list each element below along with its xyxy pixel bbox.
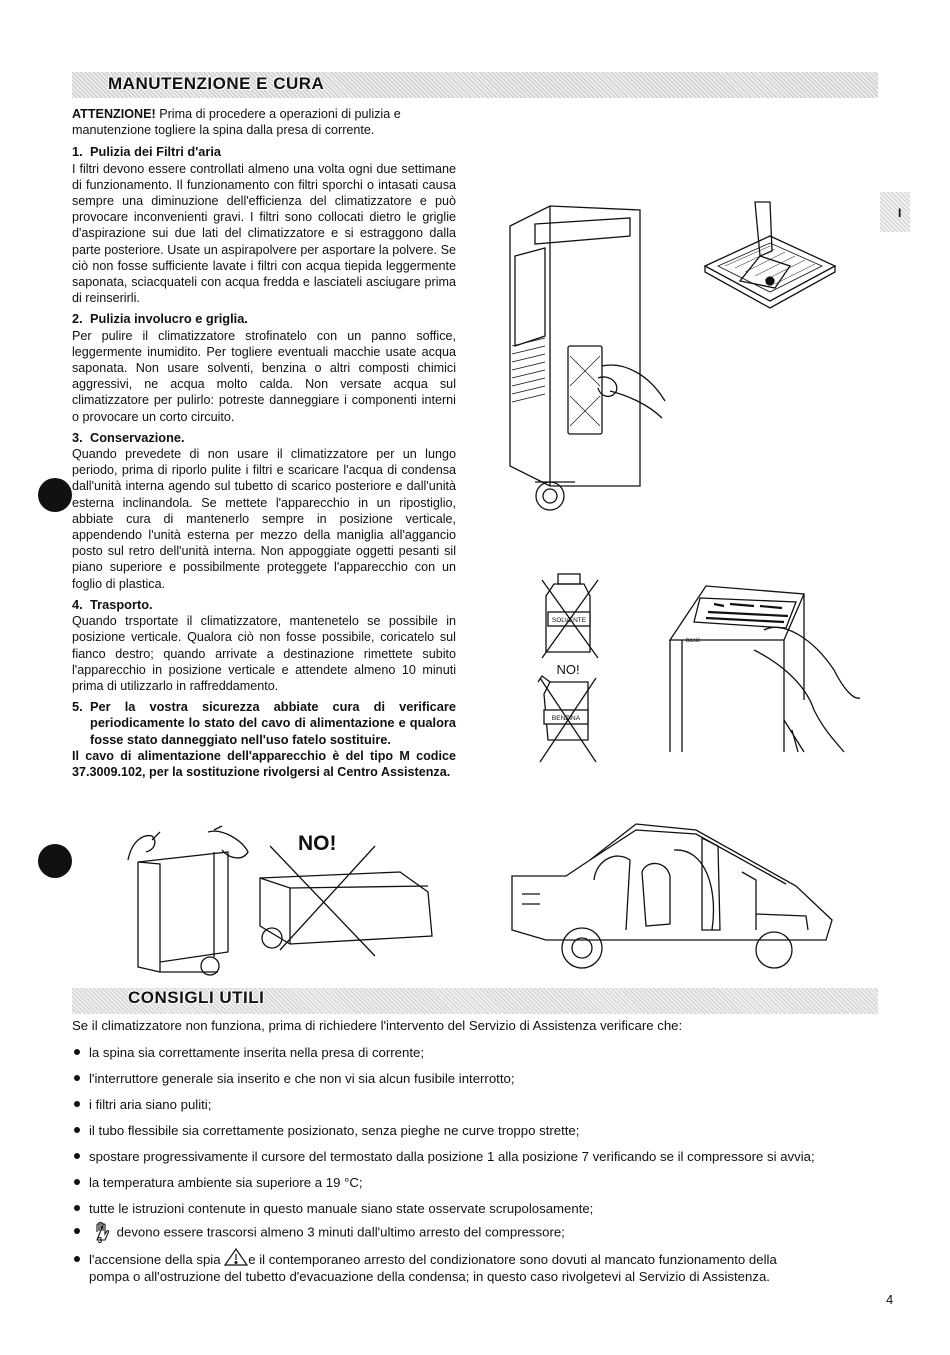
item-5-heading: 5. Per la vostra sicurezza abbiate cura di verificare periodicamente lo stato del cavo di alimentazione e qualora fosse stato danneggiato nell'uso fatelo sostituire. (72, 699, 456, 747)
item-2-heading: 2. Pulizia involucro e griglia. (72, 311, 248, 327)
language-side-tab (880, 192, 910, 232)
lying-unit-forbidden-illustration (250, 826, 450, 956)
item-3-heading: 3. Conservazione. (72, 429, 185, 445)
carry-unit-illustration (118, 822, 258, 982)
car-transport-illustration (506, 820, 836, 980)
vacuum-filter-illustration (700, 196, 840, 316)
page-number: 4 (886, 1292, 894, 1307)
item-2-body: Per pulire il climatizzatore strofinatelo con un panno soffice, leggermente inumidito. Per togliere eventuali macchie usate acqua saponata. Non usare solventi, benzina o altri composti chimici aggressivi, ne acqua molto calda. Non versate acqua sul climatizzatore per pulirlo: potreste danneggiare i componenti interni o provocare un corto circuito. (72, 328, 456, 424)
side-tab-label: I (898, 206, 902, 220)
binder-hole-bottom (38, 844, 72, 878)
tip-item: la spina sia correttamente inserita nella presa di corrente; (74, 1044, 874, 1061)
hand-timer-icon (93, 1222, 111, 1244)
benzina-can-label: BENZINA (551, 715, 581, 722)
no-solvent-warning: NO! (556, 662, 580, 677)
unit-brand-label: basic (686, 638, 701, 644)
tip-item: i filtri aria siano puliti; (74, 1096, 874, 1113)
warning-text: Prima di procedere a operazioni di pulizia e manutenzione togliere la spina dalla presa di corrente. (72, 107, 401, 138)
section-title-tips: CONSIGLI UTILI (128, 988, 265, 1007)
item-4-body: Quando trsportate il climatizzatore, mantenetelo se possibile in posizione verticale. Qualora ciò non fosse possibile, coricatelo sul fianco destro; quando arrivate a destinazione rimettete subito l'apparecchio in posizione verticale e attendete almeno 10 minuti prima di utilizzarlo in raffreddamento. (72, 614, 456, 693)
tip-item-warning-lamp: l'accensione della spia e il contemporaneo arresto del condizionatore sono dovuti al mancato funzionamento della pompa o all'ostruzione del tubetto d'evacuazione della condensa; in questo caso rivolgetevi al Servizio di Assistenza. (74, 1248, 874, 1285)
item-1-heading: 1. Pulizia dei Filtri d'aria (72, 144, 222, 160)
item-4-heading: 4. Trasporto. (72, 596, 153, 612)
tip-item: l'interruttore generale sia inserito e che non vi sia alcun fusibile interrotto; (74, 1070, 874, 1087)
section-title-maintenance: MANUTENZIONE E CURA (108, 74, 325, 93)
item-5-safety-text: Per la vostra sicurezza abbiate cura di verificare periodicamente lo stato del cavo di alimentazione e qualora fosse stato danneggiato nell'uso fatelo sostituire. (90, 699, 456, 747)
tip-item: tutte le istruzioni contenute in questo manuale siano state osservate scrupolosamente; (74, 1200, 874, 1217)
item-5-cable-text: Il cavo di alimentazione dell'apparecchio è del tipo M codice 37.3009.102, per la sostituzione rivolgersi al Centro Assistenza. (72, 748, 456, 779)
filter-removal-illustration (490, 196, 690, 526)
no-solvent-illustration (536, 572, 606, 772)
warning-label: ATTENZIONE! (72, 107, 156, 121)
timer-icon-digit: 3 (97, 1236, 103, 1245)
tip-item: spostare progressivamente il cursore del termostato dalla posizione 1 alla posizione 7 verificando se il compressore si avvia; (74, 1148, 874, 1165)
no-lying-transport-warning: NO! (298, 832, 337, 855)
tip-item-timer: 3 devono essere trascorsi almeno 3 minuti dall'ultimo arresto del compressore; (74, 1222, 874, 1244)
warning-paragraph (72, 106, 456, 138)
tips-intro: Se il climatizzatore non funziona, prima di richiedere l'intervento del Servizio di Assistenza verificare che: (72, 1018, 683, 1033)
tip-item: il tubo flessibile sia correttamente posizionato, senza pieghe ne curve troppo strette; (74, 1122, 874, 1139)
tip-item: la temperatura ambiente sia superiore a 19 °C; (74, 1174, 874, 1191)
warning-triangle-icon (224, 1248, 248, 1266)
item-3-body: Quando prevedete di non usare il climatizzatore per un lungo periodo, prima di riporlo pulite i filtri e scaricare l'acqua di condensa dall'unità interna agendo sul tubetto di scarico posteriore e dall'unità esterna inclinandola. Se mettete l'apparecchio in un ripostiglio, abbiate cura di mantenerlo sempre in posizione verticale, appendendo l'unità esterna per mezzo della maniglia all'aggancio posto sul retro dell'unità interna. Non appoggiate oggetti pesanti sil piano superiore e possibilmente proteggete l'apparecchio con un foglio di plastica. (72, 447, 456, 591)
solvent-can-label: SOLVENTE (551, 617, 587, 624)
wipe-unit-illustration (664, 580, 864, 760)
maintenance-text-column (72, 106, 456, 780)
binder-hole-top (38, 478, 72, 512)
item-1-body: I filtri devono essere controllati almeno una volta ogni due settimane di funzionamento. Il funzionamento con filtri sporchi o intasati causa sempre una diminuzione dell'efficienza del climatizzatore e può provocare inconvenienti gravi. I filtri sono collocati dietro le griglie d'aspirazione sui due lati del climatizzatore e si estraggono dalla parte posteriore. Usate un aspirapolvere per asportare la polvere. Se ciò non fosse sufficiente lavate i filtri con acqua tiepida leggermente saponata, sciacquateli con acqua fredda e lasciateli asciugare prima di reinserirli. (72, 161, 456, 306)
